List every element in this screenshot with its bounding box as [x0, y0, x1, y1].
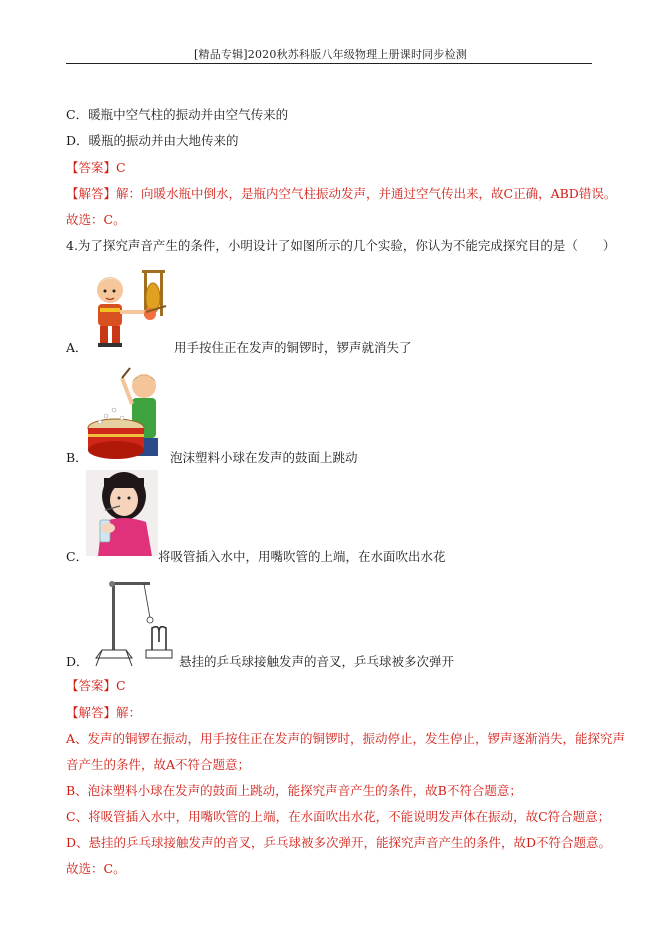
option-c-prev: C．暖瓶中空气柱的振动并由空气传来的 — [66, 107, 289, 122]
explanation-line-d: D、悬挂的乒乓球接触发声的音叉，乒乓球被多次弹开，能探究声音产生的条件，故D不符合题意。 — [66, 835, 612, 850]
option-c-letter: C． — [66, 549, 89, 564]
prev-answer: 【答案】C — [66, 160, 126, 175]
explanation-line-b: B、泡沫塑料小球在发声的鼓面上跳动，能探究声音产生的条件，故B不符合题意； — [66, 783, 522, 798]
prev-explanation-text: 解：向暖水瓶中倒水，是瓶内空气柱振动发声，并通过空气传出来，故C正确，ABD错误。 — [116, 186, 617, 201]
option-a-text: 用手按住正在发声的铜锣时，锣声就消失了 — [174, 340, 412, 355]
tuning-fork-figure — [86, 572, 178, 668]
gong-figure — [86, 268, 174, 350]
option-c-text: 将吸管插入水中，用嘴吹管的上端，在水面吹出水花 — [158, 549, 446, 564]
answer-label: 【答案】C — [66, 678, 126, 693]
explanation-intro: 解： — [116, 705, 142, 720]
explanation-tag: 【解答】 — [66, 705, 117, 720]
prev-conclusion: 故选：C。 — [66, 212, 126, 227]
explanation-line-c: C、将吸管插入水中，用嘴吹管的上端，在水面吹出水花，不能说明发声体在振动，故C符合题意； — [66, 809, 611, 824]
prev-explanation-tag: 【解答】 — [66, 186, 117, 201]
option-d-letter: D． — [66, 654, 89, 669]
explanation-line-a: A、发声的铜锣在振动，用手按住正在发声的铜锣时，振动停止，发生停止，锣声逐渐消失，能探究声 — [66, 731, 626, 746]
explanation-label — [66, 705, 141, 721]
option-b-text: 泡沫塑料小球在发声的鼓面上跳动 — [170, 450, 358, 465]
option-d-text: 悬挂的乒乓球接触发声的音叉，乒乓球被多次弹开 — [179, 654, 455, 669]
drum-figure — [86, 364, 166, 460]
prev-explanation — [66, 186, 616, 202]
question-stem: 4.为了探究声音产生的条件，小明设计了如图所示的几个实验，你认为不能完成探究目的是（ ） — [66, 238, 616, 253]
straw-figure — [86, 470, 158, 556]
option-a-letter: A． — [66, 340, 88, 355]
conclusion: 故选：C。 — [66, 861, 126, 876]
option-b-letter: B． — [66, 450, 88, 465]
option-d-prev: D．暖瓶的振动并由大地传来的 — [66, 133, 239, 148]
explanation-line-a-cont: 音产生的条件，故A不符合题意； — [66, 757, 251, 772]
header-rule — [66, 63, 592, 64]
header-title: [精品专辑]2020秋苏科版八年级物理上册课时同步检测 — [194, 48, 467, 61]
